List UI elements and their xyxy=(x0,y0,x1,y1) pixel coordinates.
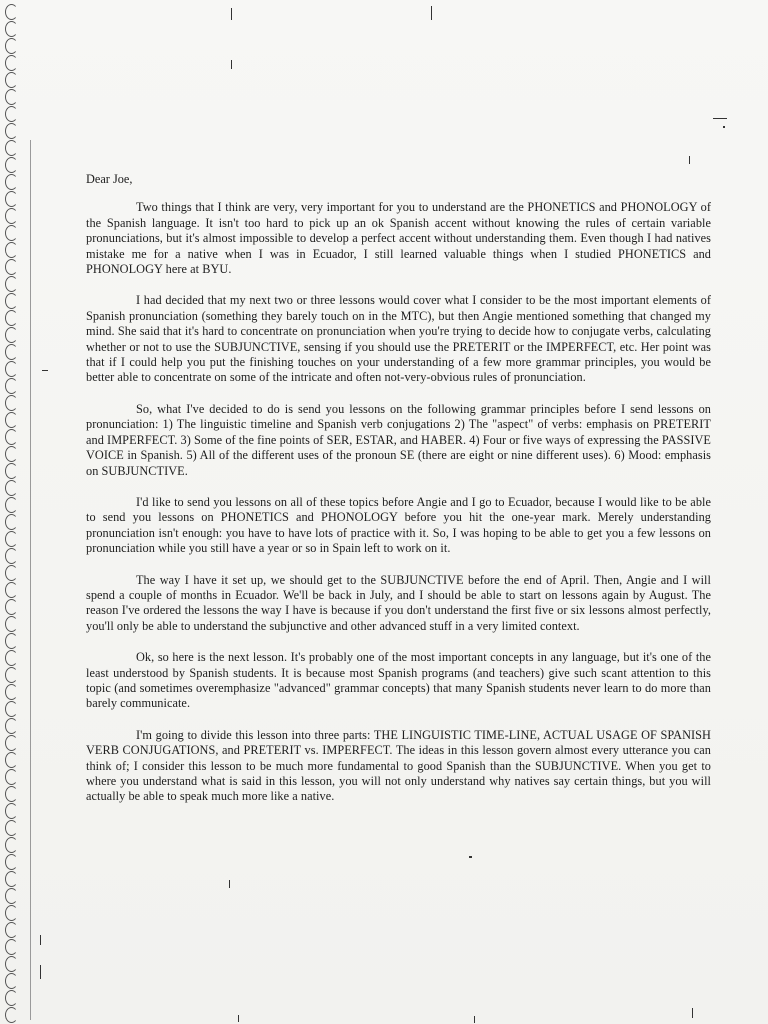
binding-ring xyxy=(5,684,18,700)
scan-mark xyxy=(713,118,727,119)
binding-ring xyxy=(5,650,18,666)
binding-ring xyxy=(5,174,18,190)
binding-ring xyxy=(5,395,18,411)
binding-ring xyxy=(5,701,18,717)
binding-ring xyxy=(5,55,18,71)
binding-ring xyxy=(5,140,18,156)
paragraph: So, what I've decided to do is send you lessons on the following grammar principles before I send lessons on pronunciation: 1) The linguistic timeline and Spanish verb conjugations 2) The "aspect" of verbs: emphasis on PRETERIT and IMPERFECT. 3) Some of the fine points of SER, ESTAR, and HABER. 4) Four or five ways of expressing the PASSIVE VOICE in Spanish. 5) All of the different uses of the pronoun SE (there are eight or nine different uses). 6) Mood: emphasis on SUBJUNCTIVE. xyxy=(86,401,711,478)
binding-ring xyxy=(5,888,18,904)
binding-ring xyxy=(5,769,18,785)
binding-ring xyxy=(5,582,18,598)
binding-ring xyxy=(5,123,18,139)
scan-mark xyxy=(42,370,48,371)
binding-ring xyxy=(5,633,18,649)
binding-ring xyxy=(5,956,18,972)
scan-mark xyxy=(40,965,41,979)
binding-ring xyxy=(5,973,18,989)
scan-mark xyxy=(229,880,230,888)
scan-mark xyxy=(469,856,472,858)
binding-ring xyxy=(5,599,18,615)
binding-ring xyxy=(5,803,18,819)
binding-ring xyxy=(5,21,18,37)
binding-ring xyxy=(5,106,18,122)
scan-mark xyxy=(238,1015,239,1022)
paragraph: I'd like to send you lessons on all of these topics before Angie and I go to Ecuador, because I would like to be able to send you lessons on PHONETICS and PHONOLOGY before you hit the one-year mark. Merely understanding pronunciation isn't enough: you have to have lots of practice with it. So, I was hoping to be able to get you a few lessons on pronunciation while you still have a year or so in Spain left to work on it. xyxy=(86,494,711,556)
binding-ring xyxy=(5,735,18,751)
binding-ring xyxy=(5,463,18,479)
binding-ring xyxy=(5,327,18,343)
spiral-binding xyxy=(2,0,32,1024)
scan-mark xyxy=(723,126,725,128)
scan-mark xyxy=(692,1008,693,1018)
binding-ring xyxy=(5,497,18,513)
binding-ring xyxy=(5,446,18,462)
binding-ring xyxy=(5,378,18,394)
scan-mark xyxy=(431,6,432,20)
binding-ring xyxy=(5,310,18,326)
binding-ring xyxy=(5,718,18,734)
binding-ring xyxy=(5,1007,18,1023)
binding-ring xyxy=(5,72,18,88)
scan-mark xyxy=(689,156,690,164)
scan-mark xyxy=(231,8,232,20)
binding-ring xyxy=(5,820,18,836)
scan-mark xyxy=(474,1016,475,1023)
letter-body xyxy=(86,172,711,821)
scan-mark xyxy=(40,935,41,945)
binding-ring xyxy=(5,837,18,853)
paragraph: Two things that I think are very, very important for you to understand are the PHONETICS and PHONOLOGY of the Spanish language. It isn't too hard to pick up an ok Spanish accent without knowing the rules of certain variable pronunciations, but it's almost impossible to develop a perfect accent without understanding them. Even though I had natives mistake me for a native when I was in Ecuador, I still learned valuable things when I studied PHONETICS and PHONOLOGY here at BYU. xyxy=(86,200,711,277)
binding-ring xyxy=(5,361,18,377)
binding-ring xyxy=(5,786,18,802)
binding-ring xyxy=(5,225,18,241)
binding-ring xyxy=(5,514,18,530)
binding-ring xyxy=(5,480,18,496)
binding-ring xyxy=(5,4,18,20)
binding-ring xyxy=(5,208,18,224)
binding-ring xyxy=(5,242,18,258)
binding-ring xyxy=(5,565,18,581)
binding-ring xyxy=(5,990,18,1006)
binding-ring xyxy=(5,548,18,564)
binding-ring xyxy=(5,531,18,547)
binding-ring xyxy=(5,38,18,54)
salutation: Dear Joe, xyxy=(86,172,133,186)
binding-ring xyxy=(5,157,18,173)
binding-ring xyxy=(5,922,18,938)
paragraph: I'm going to divide this lesson into three parts: THE LINGUISTIC TIME-LINE, ACTUAL USAGE OF SPANISH VERB CONJUGATIONS, and PRETERIT vs. IMPERFECT. The ideas in this lesson govern almost every utterance you can think of; I consider this lesson to be much more fundamental to good Spanish than the SUBJUNCTIVE. When you get to where you understand what is said in this lesson, you will not only understand why natives say certain things, but you will actually be able to speak much more like a native. xyxy=(86,727,711,804)
paragraph: The way I have it set up, we should get to the SUBJUNCTIVE before the end of April. Then, Angie and I will spend a couple of months in Ecuador. We'll be back in July, and I should be able to start on lessons again by August. The reason I've ordered the lessons the way I have is because if you don't understand the first five or six lessons almost perfectly, you'll only be able to understand the subjunctive and other advanced stuff in a very limited context. xyxy=(86,572,711,633)
notebook-margin-line xyxy=(30,140,31,1020)
binding-ring xyxy=(5,939,18,955)
paragraph: Ok, so here is the next lesson. It's probably one of the most important concepts in any language, but it's one of the least understood by Spanish students. It is because most Spanish programs (and teachers) give such scant attention to this topic (and sometimes overemphasize "advanced" grammar concepts) that many Spanish students never learn to do more than barely communicate. xyxy=(86,650,711,711)
binding-ring xyxy=(5,412,18,428)
binding-ring xyxy=(5,667,18,683)
binding-ring xyxy=(5,191,18,207)
binding-ring xyxy=(5,854,18,870)
binding-ring xyxy=(5,752,18,768)
paragraph: I had decided that my next two or three lessons would cover what I consider to be the most important elements of Spanish pronunciation (something they barely touch on in the MTC), but then Angie mentioned something that changed my mind. She said that it's hard to concentrate on pronunciation when you're trying to decide how to conjugate verbs, calculating whether or not to use the SUBJUNCTIVE, sensing if you should use the PRETERIT or the IMPERFECT, etc. Her point was that if I could help you put the finishing touches on your understanding of a few more grammar principles, you would be better able to concentrate on some of the intricate and often not-very-obvious rules of pronunciation. xyxy=(86,293,711,385)
scan-mark xyxy=(231,60,232,69)
binding-ring xyxy=(5,905,18,921)
binding-ring xyxy=(5,276,18,292)
binding-ring xyxy=(5,871,18,887)
binding-ring xyxy=(5,429,18,445)
binding-ring xyxy=(5,89,18,105)
binding-ring xyxy=(5,293,18,309)
binding-ring xyxy=(5,259,18,275)
binding-ring xyxy=(5,344,18,360)
binding-ring xyxy=(5,616,18,632)
